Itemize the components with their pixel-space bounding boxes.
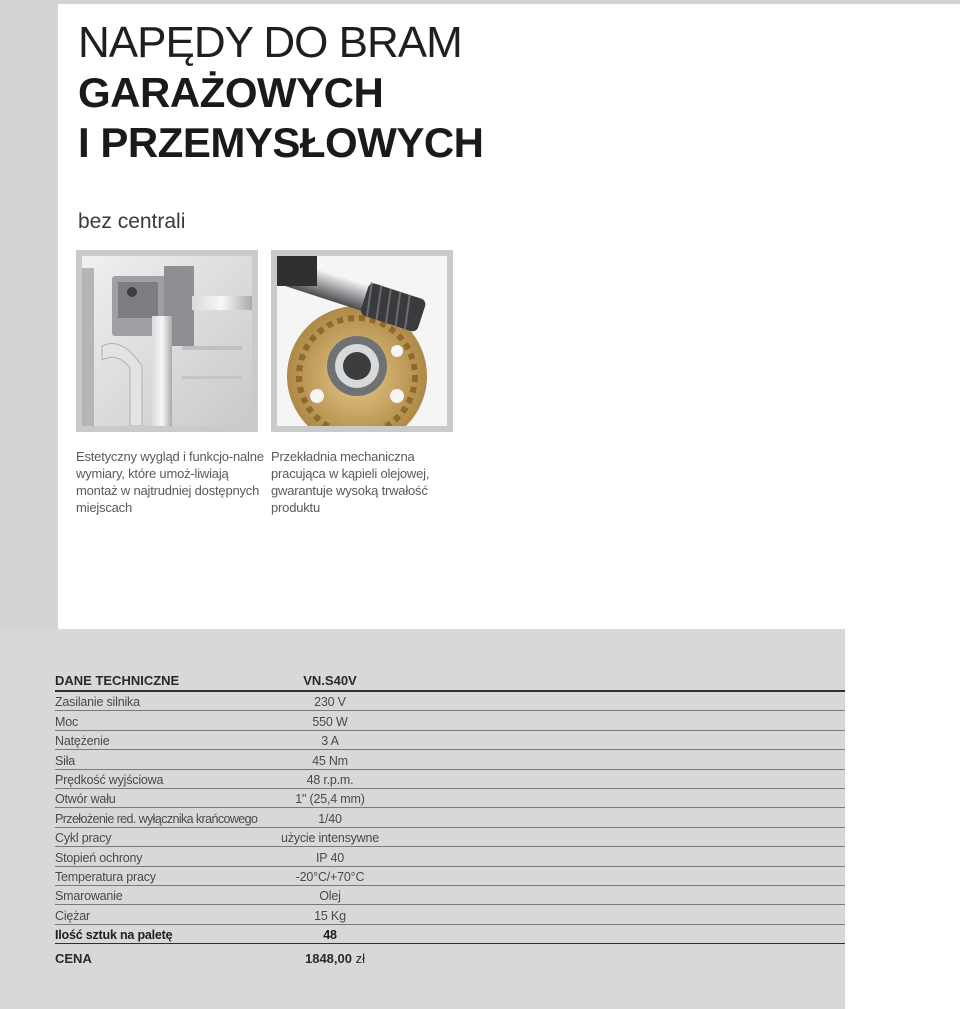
spec-label: Prędkość wyjściowa — [55, 772, 164, 787]
spec-row — [55, 886, 845, 905]
spec-value: 48 — [323, 928, 337, 943]
spec-label: Smarowanie — [55, 889, 123, 904]
spec-row — [55, 789, 845, 808]
spec-value: 230 V — [314, 695, 346, 710]
spec-value: IP 40 — [316, 850, 344, 865]
model-column-header: VN.S40V — [303, 673, 357, 688]
spec-label: Siła — [55, 753, 76, 768]
spec-row — [55, 731, 845, 750]
spec-label: Natężenie — [55, 734, 110, 749]
tech-data-heading: DANE TECHNICZNE — [55, 673, 180, 688]
motor-mounted-illustration — [82, 256, 252, 426]
spec-value: 45 Nm — [312, 753, 348, 768]
spec-label: Cykl pracy — [55, 831, 112, 846]
spec-value: -20°C/+70°C — [295, 869, 365, 884]
price-currency: zł — [355, 951, 365, 966]
photo-caption-1: Estetyczny wygląd i funkcjo-nalne wymiary, które umoż-liwiają montaż w najtrudniej dostępnych miejscach — [76, 449, 264, 515]
spec-value: 3 A — [321, 734, 339, 749]
title-line-2: GARAŻOWYCH — [78, 69, 384, 116]
title-line-3: I PRZEMYSŁOWYCH — [78, 119, 484, 166]
spec-label: Przełożenie red. wyłącznika krańcowego — [55, 811, 258, 826]
page-title — [78, 18, 678, 168]
spec-label: Temperatura pracy — [55, 869, 156, 884]
price-amount: 1848,00 — [304, 951, 352, 966]
gearbox-photo — [271, 250, 453, 432]
title-line-1: NAPĘDY DO BRAM — [78, 18, 462, 67]
spec-label: Ciężar — [55, 908, 90, 923]
spec-value: 15 Kg — [314, 908, 346, 923]
spec-row — [55, 808, 845, 827]
spec-value: 48 r.p.m. — [306, 772, 354, 787]
spec-row — [55, 905, 845, 924]
page-subtitle: bez centrali — [78, 210, 186, 233]
spec-row — [55, 828, 845, 847]
spec-label: Otwór wału — [55, 792, 116, 807]
spec-value: 1/40 — [318, 811, 342, 826]
spec-row — [55, 750, 845, 769]
spec-row — [55, 770, 845, 789]
spec-row — [55, 847, 845, 866]
spec-row — [55, 711, 845, 730]
spec-value: Olej — [319, 889, 341, 904]
price-label: CENA — [55, 951, 92, 966]
spec-label: Ilość sztuk na paletę — [55, 928, 173, 943]
spec-table — [55, 692, 845, 944]
spec-row — [55, 692, 845, 711]
spec-value: użycie intensywne — [280, 831, 380, 846]
gearbox-illustration — [277, 256, 447, 426]
spec-value: 550 W — [312, 714, 348, 729]
left-gray-strip — [0, 0, 58, 630]
spec-label: Moc — [55, 714, 79, 729]
spec-row — [55, 925, 845, 944]
spec-label: Stopień ochrony — [55, 850, 143, 865]
spec-row — [55, 867, 845, 886]
photo-caption-2: Przekładnia mechaniczna pracująca w kąpieli olejowej, gwarantuje wysoką trwałość produktu — [271, 449, 430, 515]
top-border — [58, 0, 960, 4]
spec-label: Zasilanie silnika — [55, 695, 140, 710]
price-value — [260, 951, 410, 966]
motor-mounted-photo — [76, 250, 258, 432]
spec-value: 1" (25,4 mm) — [295, 792, 365, 807]
